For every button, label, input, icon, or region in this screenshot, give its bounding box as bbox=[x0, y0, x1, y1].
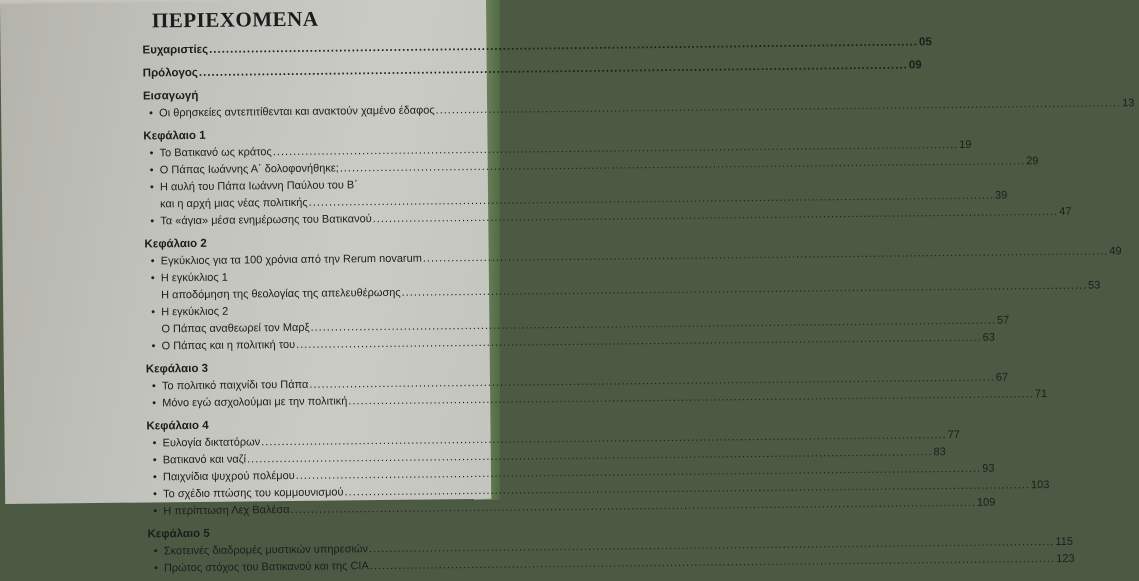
toc-entry: • Μόνο εγώ ασχολούμαι με την πολιτική ..... 71 bbox=[146, 394, 472, 414]
page-title: ΠΕΡΙΕΧΟΜΕΝΑ bbox=[151, 6, 319, 33]
toc-front-item: Ευχαριστίες ..... 05 bbox=[142, 41, 468, 61]
toc-entry: • Το Βατικανό ως κράτος ..... 19 bbox=[144, 144, 470, 164]
toc-entry: • Ο Πάπας Ιωάννης Α΄ δολοφονήθηκε; ..... 29 bbox=[144, 161, 470, 181]
chapter-heading: Κεφάλαιο 4 bbox=[146, 419, 209, 433]
chapter-heading: Κεφάλαιο 5 bbox=[147, 527, 210, 541]
toc-entry: Η αποδόμηση της θεολογίας της απελευθέρωσης ..... 53 bbox=[145, 286, 471, 306]
toc-entry: • Ο Πάπας και η πολιτική του ..... 63 bbox=[146, 337, 472, 357]
toc-entry: • Η εγκύκλιος 1 bbox=[150, 271, 228, 285]
toc-entry: • Εγκύκλιος για τα 100 χρόνια από την Rerum novarum ..... 49 bbox=[145, 252, 471, 272]
toc-entry: • Σκοτεινές διαδρομές μυστικών υπηρεσιών ..... 115 bbox=[148, 542, 474, 562]
toc-entry: • Η εγκύκλιος 2 bbox=[151, 305, 229, 319]
section-heading: Εισαγωγή bbox=[142, 89, 199, 103]
chapter-heading: Κεφάλαιο 3 bbox=[145, 362, 209, 376]
toc-entry: • Το πολιτικό παιχνίδι του Πάπα ..... 67 bbox=[146, 377, 472, 397]
toc-entry: • Τα «άγια» μέσα ενημέρωσης του Βατικανού ..... 47 bbox=[144, 212, 470, 232]
toc-entry: • Η αυλή του Πάπα Ιωάννη Παύλου του Β΄ bbox=[149, 179, 358, 194]
toc-entry: • Βατικανό και ναζί ..... 83 bbox=[147, 451, 473, 471]
chapter-heading: Κεφάλαιο 2 bbox=[144, 237, 207, 251]
toc-entry: • Το σχέδιο πτώσης του κομμουνισμού ..... 103 bbox=[147, 485, 473, 505]
toc-entry: • Οι θρησκείες αντεπιτίθενται και ανακτούν χαμένο έδαφος ..... 13 bbox=[143, 104, 469, 124]
table-of-contents bbox=[142, 36, 1135, 579]
toc-entry: • Η περίπτωση Λεχ Βαλέσα ..... 109 bbox=[147, 502, 473, 522]
toc-entry: • Πρώτος στόχος του Βατικανού και της CIA ..... 123 bbox=[148, 559, 474, 579]
toc-entry: και η αρχή μιας νέας πολιτικής ..... 39 bbox=[144, 195, 470, 215]
toc-entry: • Ευλογία δικτατόρων ..... 77 bbox=[147, 434, 473, 454]
toc-entry: • Παιχνίδια ψυχρού πολέμου ..... 93 bbox=[147, 468, 473, 488]
chapter-heading: Κεφάλαιο 1 bbox=[143, 129, 206, 143]
toc-front-item: Πρόλογος ..... 09 bbox=[143, 64, 469, 84]
toc-entry: Ο Πάπας αναθεωρεί τον Μαρξ ..... 57 bbox=[145, 320, 471, 340]
